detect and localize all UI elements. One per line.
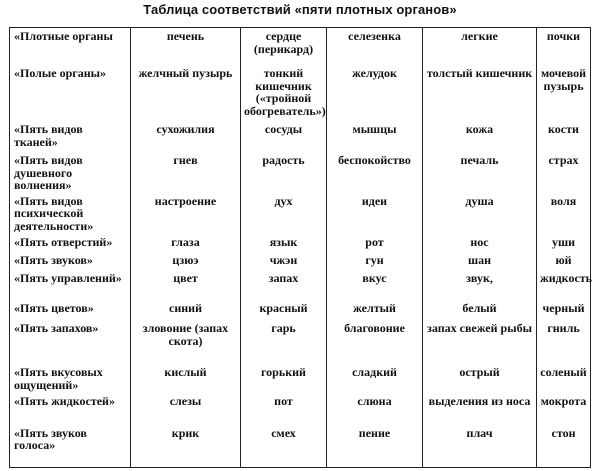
table-cell: звук, [423,270,537,300]
table-row [10,300,591,320]
table-cell: плач [423,425,537,468]
row-label: «Пять видов психической деятельности» [10,193,131,234]
table-cell: мышцы [327,121,423,152]
table-cell: пение [327,425,423,468]
table-cell: юй [537,252,591,270]
table-cell: тонкий кишечник («тройной обогреватель») [241,65,327,121]
table-cell: душа [423,193,537,234]
table-cell: запах [241,270,327,300]
table-cell: рот [327,234,423,252]
row-label: «Плотные органы [10,28,131,66]
row-label: «Полые органы» [10,65,131,121]
table-cell: беспокойство [327,152,423,193]
table-cell: жидкость [537,270,591,300]
table-cell: гнев [131,152,241,193]
table-cell: гниль [537,320,591,364]
row-label: «Пять управлений» [10,270,131,300]
table-row [10,193,591,234]
table-cell: радость [241,152,327,193]
table-cell: сладкий [327,364,423,393]
table-title: Таблица соответствий «пяти плотных органов» [143,2,457,17]
table-cell: желтый [327,300,423,320]
table-row [10,393,591,425]
table-cell: идеи [327,193,423,234]
table-row [10,152,591,193]
table-cell: желудок [327,65,423,121]
table-cell: дух [241,193,327,234]
table-cell: благовоние [327,320,423,364]
row-label: «Пять видов тканей» [10,121,131,152]
table-cell: белый [423,300,537,320]
table-row [10,364,591,393]
table-cell: цвет [131,270,241,300]
table-cell: сухожилия [131,121,241,152]
table-cell: шан [423,252,537,270]
table-cell: горький [241,364,327,393]
table-cell: мокрота [537,393,591,425]
table-cell: красный [241,300,327,320]
correspondence-table [9,27,591,468]
table-row [10,121,591,152]
table-cell: вкус [327,270,423,300]
table-row [10,320,591,364]
table-cell: зловоние (запах скота) [131,320,241,364]
table-cell: кости [537,121,591,152]
table-cell: кислый [131,364,241,393]
table-cell: крик [131,425,241,468]
table-cell: толстый кишечник [423,65,537,121]
table-cell: слюна [327,393,423,425]
table-cell: легкие [423,28,537,66]
table-cell: гарь [241,320,327,364]
table-row [10,270,591,300]
table-row [10,28,591,66]
table-cell: сосуды [241,121,327,152]
table-row [10,252,591,270]
table-cell: желчный пузырь [131,65,241,121]
row-label: «Пять вкусовых ощущений» [10,364,131,393]
table-cell: язык [241,234,327,252]
table-cell: печень [131,28,241,66]
table-cell: цзюэ [131,252,241,270]
table-cell: уши [537,234,591,252]
table-cell: черный [537,300,591,320]
table-cell: нос [423,234,537,252]
table-cell: страх [537,152,591,193]
table-cell: соленый [537,364,591,393]
table-row [10,234,591,252]
row-label: «Пять запахов» [10,320,131,364]
table-cell: гун [327,252,423,270]
table-cell: сердце (перикард) [241,28,327,66]
table-cell: воля [537,193,591,234]
table-cell: выделения из носа [423,393,537,425]
table-cell: кожа [423,121,537,152]
table-cell: запах свежей рыбы [423,320,537,364]
table-cell: чжэн [241,252,327,270]
table-cell: слезы [131,393,241,425]
row-label: «Пять отверстий» [10,234,131,252]
table-cell: пот [241,393,327,425]
table-row [10,65,591,121]
table-cell: печаль [423,152,537,193]
row-label: «Пять жидкостей» [10,393,131,425]
table-cell: смех [241,425,327,468]
table-cell: стон [537,425,591,468]
table-cell: глаза [131,234,241,252]
row-label: «Пять цветов» [10,300,131,320]
table-cell: мочевой пузырь [537,65,591,121]
table-cell: синий [131,300,241,320]
table-cell: почки [537,28,591,66]
table-cell: острый [423,364,537,393]
table-cell: настроение [131,193,241,234]
row-label: «Пять звуков» [10,252,131,270]
row-label: «Пять видов душевного волнения» [10,152,131,193]
row-label: «Пять звуков голоса» [10,425,131,468]
table-row [10,425,591,468]
table-cell: селезенка [327,28,423,66]
